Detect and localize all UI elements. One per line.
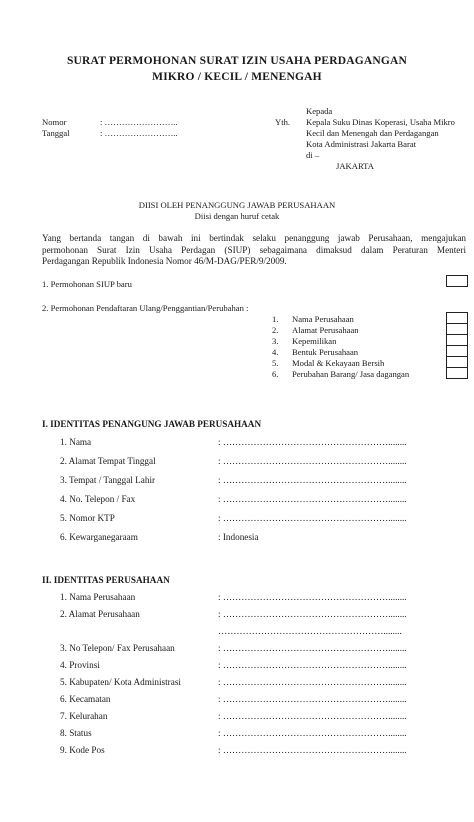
paragraph-line: Perdagangan Republik Indonesia Nomor 46/M-DAG/PER/9/2009. — [42, 256, 287, 266]
nomor-field[interactable]: : …………………….. — [100, 117, 178, 127]
section-1-heading: I. IDENTITAS PENANGUNG JAWAB PERUSAHAAN — [42, 419, 262, 429]
nomor-label: Nomor — [42, 117, 67, 127]
field-input-alamat-perusahaan[interactable]: : ………………………………………………........ — [218, 609, 407, 619]
paragraph-line: Yang bertanda tangan di bawah ini bertindak selaku penanggung jawab Perusahaan, mengajukan — [42, 233, 466, 243]
recipient-line: Kepada — [306, 106, 333, 116]
field-label-telepon: 4. No. Telepon / Fax — [60, 494, 136, 504]
checkbox-perubahan-barang[interactable] — [446, 367, 468, 379]
field-input-ttl[interactable]: : ………………………………………………........ — [218, 475, 407, 485]
paragraph-line: permohonan Surat Izin Usaha Perdagan (SIUP) sebagaimana dimaksud dalam Peraturan Menteri — [42, 244, 466, 255]
checkbox-new-siup[interactable] — [446, 275, 468, 287]
sub-option-label: Bentuk Perusahaan — [292, 347, 359, 357]
document-title: SURAT PERMOHONAN SURAT IZIN USAHA PERDAGANGAN — [66, 55, 408, 67]
field-label-nama-perusahaan: 1. Nama Perusahaan — [60, 592, 136, 602]
field-value-kewarganegaraan: : Indonesia — [218, 532, 259, 542]
field-input-ktp[interactable]: : ………………………………………………........ — [218, 513, 407, 523]
yth-label: Yth. — [275, 117, 291, 127]
field-label-ktp: 5. Nomor KTP — [60, 513, 115, 523]
field-label-kecamatan: 6. Kecamatan — [60, 694, 111, 704]
field-label-alamat-perusahaan: 2. Alamat Perusahaan — [60, 609, 140, 619]
field-input-telepon-perusahaan[interactable]: : ………………………………………………........ — [218, 643, 407, 653]
field-input-nama-perusahaan[interactable]: : ………………………………………………........ — [218, 592, 407, 602]
field-input-telepon[interactable]: : ………………………………………………........ — [218, 494, 407, 504]
recipient-line: Kota Administrasi Jakarta Barat — [306, 139, 417, 149]
tanggal-label: Tanggal — [42, 128, 70, 138]
field-label-kode-pos: 9. Kode Pos — [60, 745, 105, 755]
sub-option-number: 1. — [272, 314, 279, 324]
field-label-status: 8. Status — [60, 728, 92, 738]
section-2-heading: II. IDENTITAS PERUSAHAAN — [42, 575, 170, 585]
sub-option-number: 4. — [272, 347, 279, 357]
sub-option-label: Nama Perusahaan — [292, 314, 354, 324]
field-input-kabupaten[interactable]: : ………………………………………………........ — [218, 677, 407, 687]
sub-option-label: Alamat Perusahaan — [292, 325, 359, 335]
field-input-alamat-tinggal[interactable]: : ………………………………………………........ — [218, 456, 407, 466]
recipient-line: Kecil dan Menengah dan Perdagangan — [306, 128, 439, 138]
field-label-alamat-tinggal: 2. Alamat Tempat Tinggal — [60, 456, 156, 466]
tanggal-field[interactable]: : …………………….. — [100, 128, 178, 138]
field-label-ttl: 3. Tempat / Tanggal Lahir — [60, 475, 156, 485]
field-input-status[interactable]: : ………………………………………………........ — [218, 728, 407, 738]
field-label-telepon-perusahaan: 3. No Telepon/ Fax Perusahaan — [60, 643, 175, 653]
field-input-provinsi[interactable]: : ………………………………………………........ — [218, 660, 407, 670]
field-label-kelurahan: 7. Kelurahan — [60, 711, 108, 721]
option-new-siup: 1. Permohonan SIUP baru — [42, 279, 132, 289]
instruction-subheading: Diisi dengan huruf cetak — [194, 211, 280, 221]
sub-option-number: 3. — [272, 336, 279, 346]
sub-option-label: Perubahan Barang/ Jasa dagangan — [292, 369, 410, 379]
field-input-nama[interactable]: : ………………………………………………........ — [218, 437, 407, 447]
field-label-kabupaten: 5. Kabupaten/ Kota Administrasi — [60, 677, 181, 687]
option-reregistration: 2. Permohonan Pendaftaran Ulang/Penggantian/Perubahan : — [42, 303, 249, 313]
instruction-heading: DIISI OLEH PENANGGUNG JAWAB PERUSAHAAN — [138, 200, 336, 210]
field-input-kecamatan[interactable]: : ………………………………………………........ — [218, 694, 407, 704]
sub-option-label: Modal & Kekayaan Bersih — [292, 358, 385, 368]
recipient-line: Kepala Suku Dinas Koperasi, Usaha Mikro — [306, 117, 455, 127]
sub-option-label: Kepemilikan — [292, 336, 337, 346]
field-label-provinsi: 4. Provinsi — [60, 660, 100, 670]
sub-option-number: 5. — [272, 358, 279, 368]
recipient-city: JAKARTA — [336, 161, 374, 171]
field-label-kewarganegaraan: 6. Kewarganegaraam — [60, 532, 138, 542]
field-input-alamat-perusahaan-2[interactable]: ………………………………………………........ — [218, 626, 402, 636]
field-input-kode-pos[interactable]: : ………………………………………………........ — [218, 745, 407, 755]
intro-paragraph — [42, 233, 466, 268]
document-subtitle: MIKRO / KECIL / MENENGAH — [152, 71, 322, 83]
field-label-nama: 1. Nama — [60, 437, 92, 447]
field-input-kelurahan[interactable]: : ………………………………………………........ — [218, 711, 407, 721]
sub-option-number: 6. — [272, 369, 279, 379]
sub-option-number: 2. — [272, 325, 279, 335]
recipient-line: di – — [306, 150, 320, 160]
